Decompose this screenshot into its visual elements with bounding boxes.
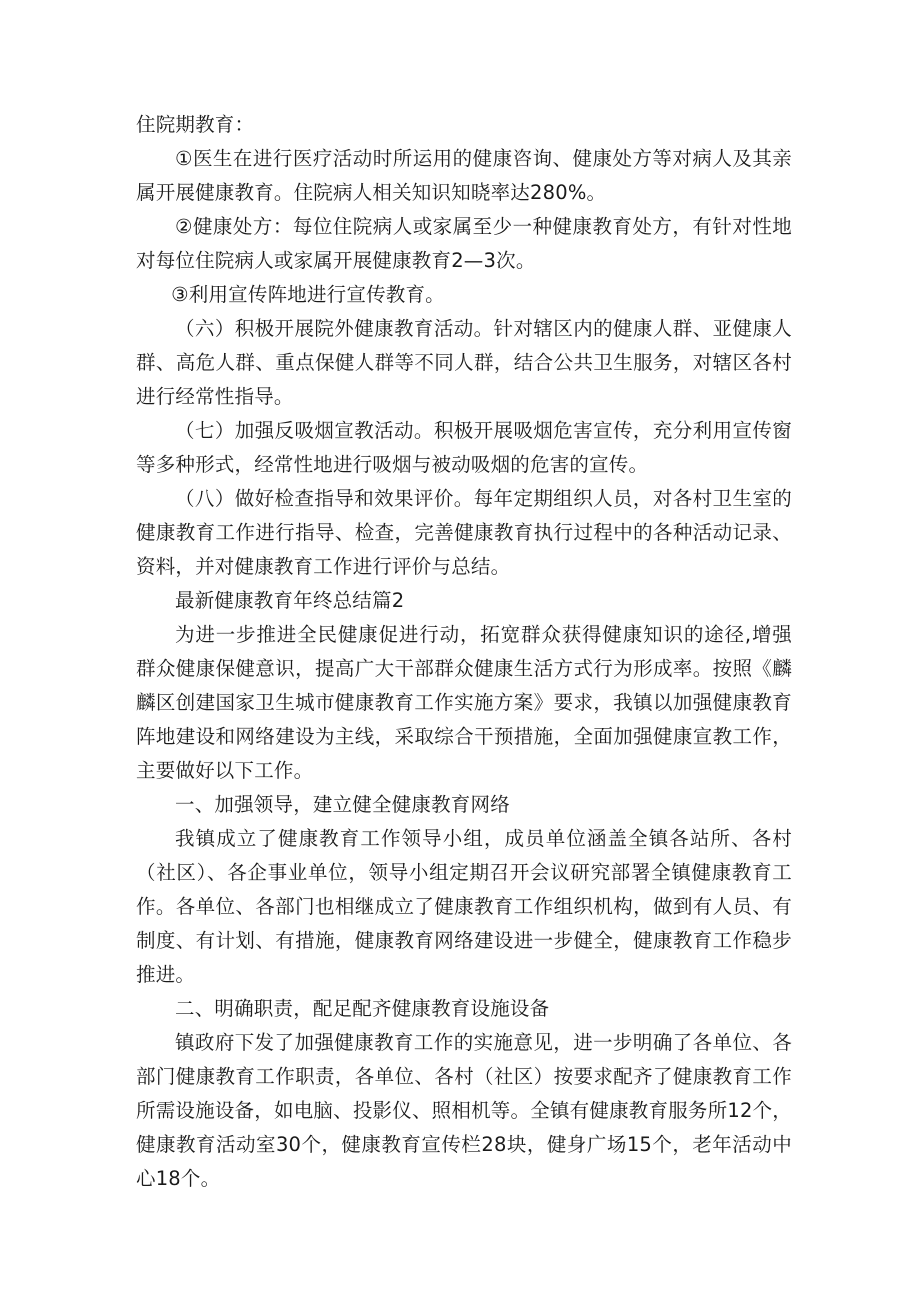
paragraph-item-7: （七）加强反吸烟宣教活动。积极开展吸烟危害宣传，充分利用宣传窗等多种形式，经常性地进行吸烟与被动吸烟的危害的宣传。 (136, 419, 792, 476)
list-item-doctor-education: ①医生在进行医疗活动时所运用的健康咨询、健康处方等对病人及其亲属开展健康教育。住院病人相关知识知晓率达280%。 (136, 147, 792, 204)
paragraph-item-6: （六）积极开展院外健康教育活动。针对辖区内的健康人群、亚健康人群、高危人群、重点保健人群等不同人群，结合公共卫生服务，对辖区各村进行经常性指导。 (136, 317, 792, 408)
paragraph-facilities: 镇政府下发了加强健康教育工作的实施意见，进一步明确了各单位、各部门健康教育工作职责，各单位、各村（社区）按要求配齐了健康教育工作所需设施设备，如电脑、投影仪、照相机等。全镇有健康教育服务所12个，健康教育活动室30个，健康教育宣传栏28块，健身广场15个，老年活动中心18个。 (136, 1031, 792, 1190)
list-item-publicity: ③利用宣传阵地进行宣传教育。 (171, 283, 445, 306)
section-label-inpatient-education: 住院期教育： (136, 113, 255, 136)
paragraph-leadership: 我镇成立了健康教育工作领导小组，成员单位涵盖全镇各站所、各村（社区）、各企事业单位，领导小组定期召开会议研究部署全镇健康教育工作。各单位、各部门也相继成立了健康教育工作组织机构，做到有人员、有制度、有计划、有措施，健康教育网络建设进一步健全，健康教育工作稳步推进。 (136, 827, 792, 986)
section-title-part-2: 最新健康教育年终总结篇2 (175, 589, 405, 612)
list-item-health-prescription: ②健康处方：每位住院病人或家属至少一种健康教育处方，有针对性地对每位住院病人或家属开展健康教育2—3次。 (136, 215, 792, 272)
heading-clarify-duties: 二、明确职责，配足配齐健康教育设施设备 (175, 997, 550, 1020)
paragraph-item-8: （八）做好检查指导和效果评价。每年定期组织人员，对各村卫生室的健康教育工作进行指导、检查，完善健康教育执行过程中的各种活动记录、资料，并对健康教育工作进行评价与总结。 (136, 487, 792, 578)
paragraph-intro: 为进一步推进全民健康促进行动，拓宽群众获得健康知识的途径,增强群众健康保健意识，提高广大干部群众健康生活方式行为形成率。按照《麟麟区创建国家卫生城市健康教育工作实施方案》要求，我镇以加强健康教育阵地建设和网络建设为主线，采取综合干预措施，全面加强健康宣教工作，主要做好以下工作。 (136, 623, 792, 782)
heading-strengthen-leadership: 一、加强领导，建立健全健康教育网络 (175, 793, 510, 816)
document-body (136, 108, 792, 1196)
